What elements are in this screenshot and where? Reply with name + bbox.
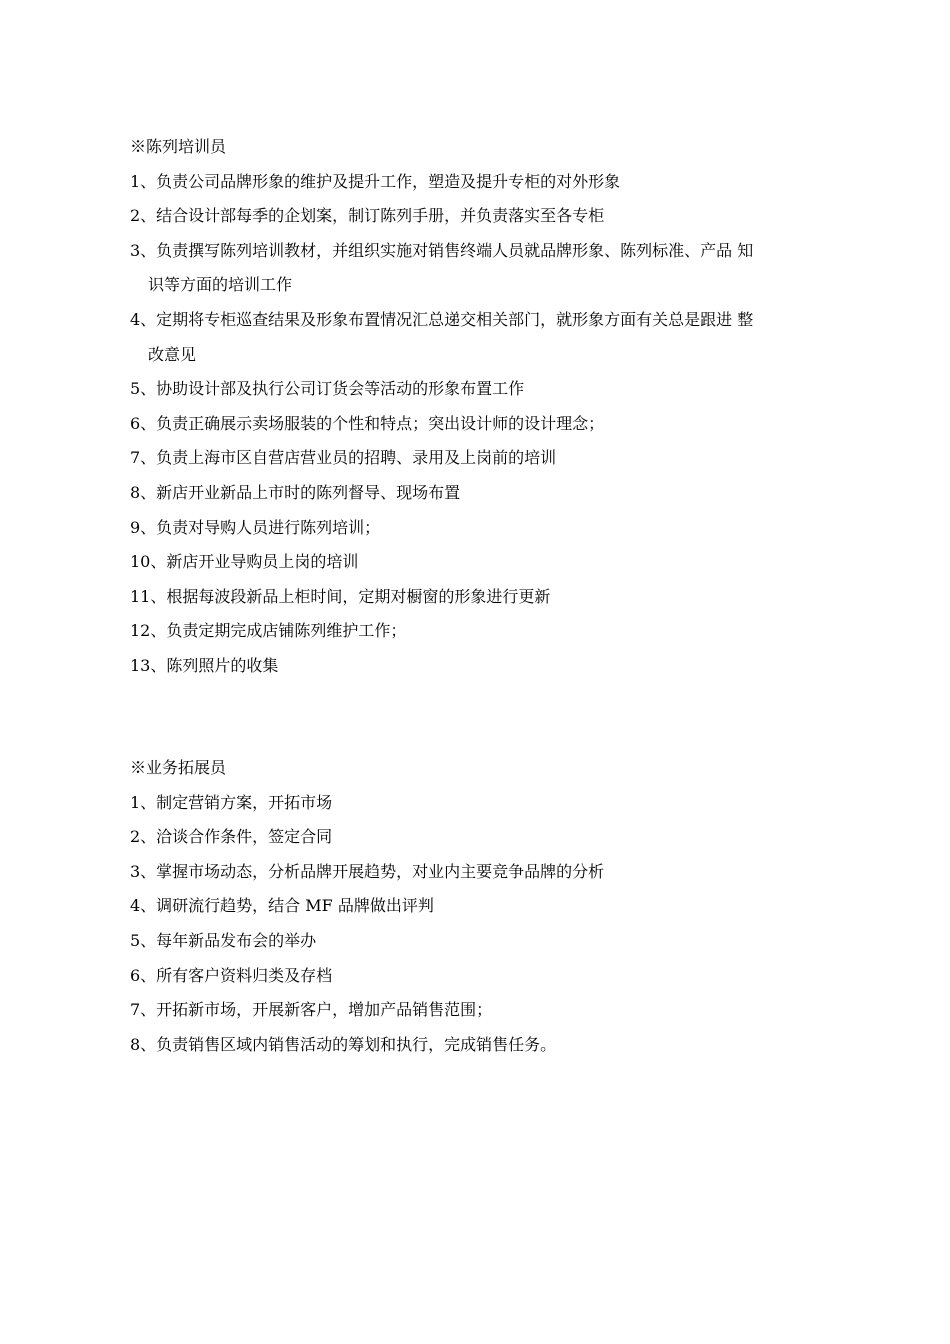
list-item: 10、新店开业导购员上岗的培训 xyxy=(130,552,359,572)
list-item: 3、掌握市场动态，分析品牌开展趋势，对业内主要竞争品牌的分析 xyxy=(130,861,605,881)
list-item: 5、协助设计部及执行公司订货会等活动的形象布置工作 xyxy=(130,379,525,399)
list-item: 8、新店开业新品上市时的陈列督导、现场布置 xyxy=(130,482,461,502)
list-item: 5、每年新品发布会的举办 xyxy=(130,930,317,950)
list-item: 6、所有客户资料归类及存档 xyxy=(130,965,333,985)
list-item: 2、洽谈合作条件，签定合同 xyxy=(130,827,333,847)
list-item xyxy=(130,309,840,366)
section-heading: ※陈列培训员 xyxy=(130,137,227,156)
list-item: 12、负责定期完成店铺陈列维护工作； xyxy=(130,621,407,641)
list-item: 1、负责公司品牌形象的维护及提升工作，塑造及提升专柜的对外形象 xyxy=(130,171,621,191)
section-business-developer xyxy=(130,757,840,1068)
list-item xyxy=(130,240,840,297)
list-item-line: 3、负责撰写陈列培训教材，并组织实施对销售终端人员就品牌形象、陈列标准、产品 知 xyxy=(130,240,754,260)
list-item: 9、负责对导购人员进行陈列培训； xyxy=(130,517,381,537)
list-item: 8、负责销售区域内销售活动的筹划和执行，完成销售任务。 xyxy=(130,1034,557,1054)
list-item: 7、开拓新市场，开展新客户，增加产品销售范围； xyxy=(130,1000,493,1020)
list-item: 11、根据每波段新品上柜时间，定期对橱窗的形象进行更新 xyxy=(130,586,551,606)
list-item: 7、负责上海市区自营店营业员的招聘、录用及上岗前的培训 xyxy=(130,448,557,468)
section-display-trainer xyxy=(130,136,840,690)
list-item: 2、结合设计部每季的企划案，制订陈列手册，并负责落实至各专柜 xyxy=(130,206,605,226)
list-item-continuation: 改意见 xyxy=(148,344,197,364)
list-item: 4、调研流行趋势，结合 MF 品牌做出评判 xyxy=(130,896,434,916)
list-item: 1、制定营销方案，开拓市场 xyxy=(130,792,333,812)
list-item-line: 4、定期将专柜巡查结果及形象布置情况汇总递交相关部门，就形象方面有关总是跟进 整 xyxy=(130,309,754,329)
section-heading: ※业务拓展员 xyxy=(130,758,227,777)
list-item: 13、陈列照片的收集 xyxy=(130,655,279,675)
list-item: 6、负责正确展示卖场服装的个性和特点；突出设计师的设计理念； xyxy=(130,413,605,433)
list-item-continuation: 识等方面的培训工作 xyxy=(148,275,293,295)
